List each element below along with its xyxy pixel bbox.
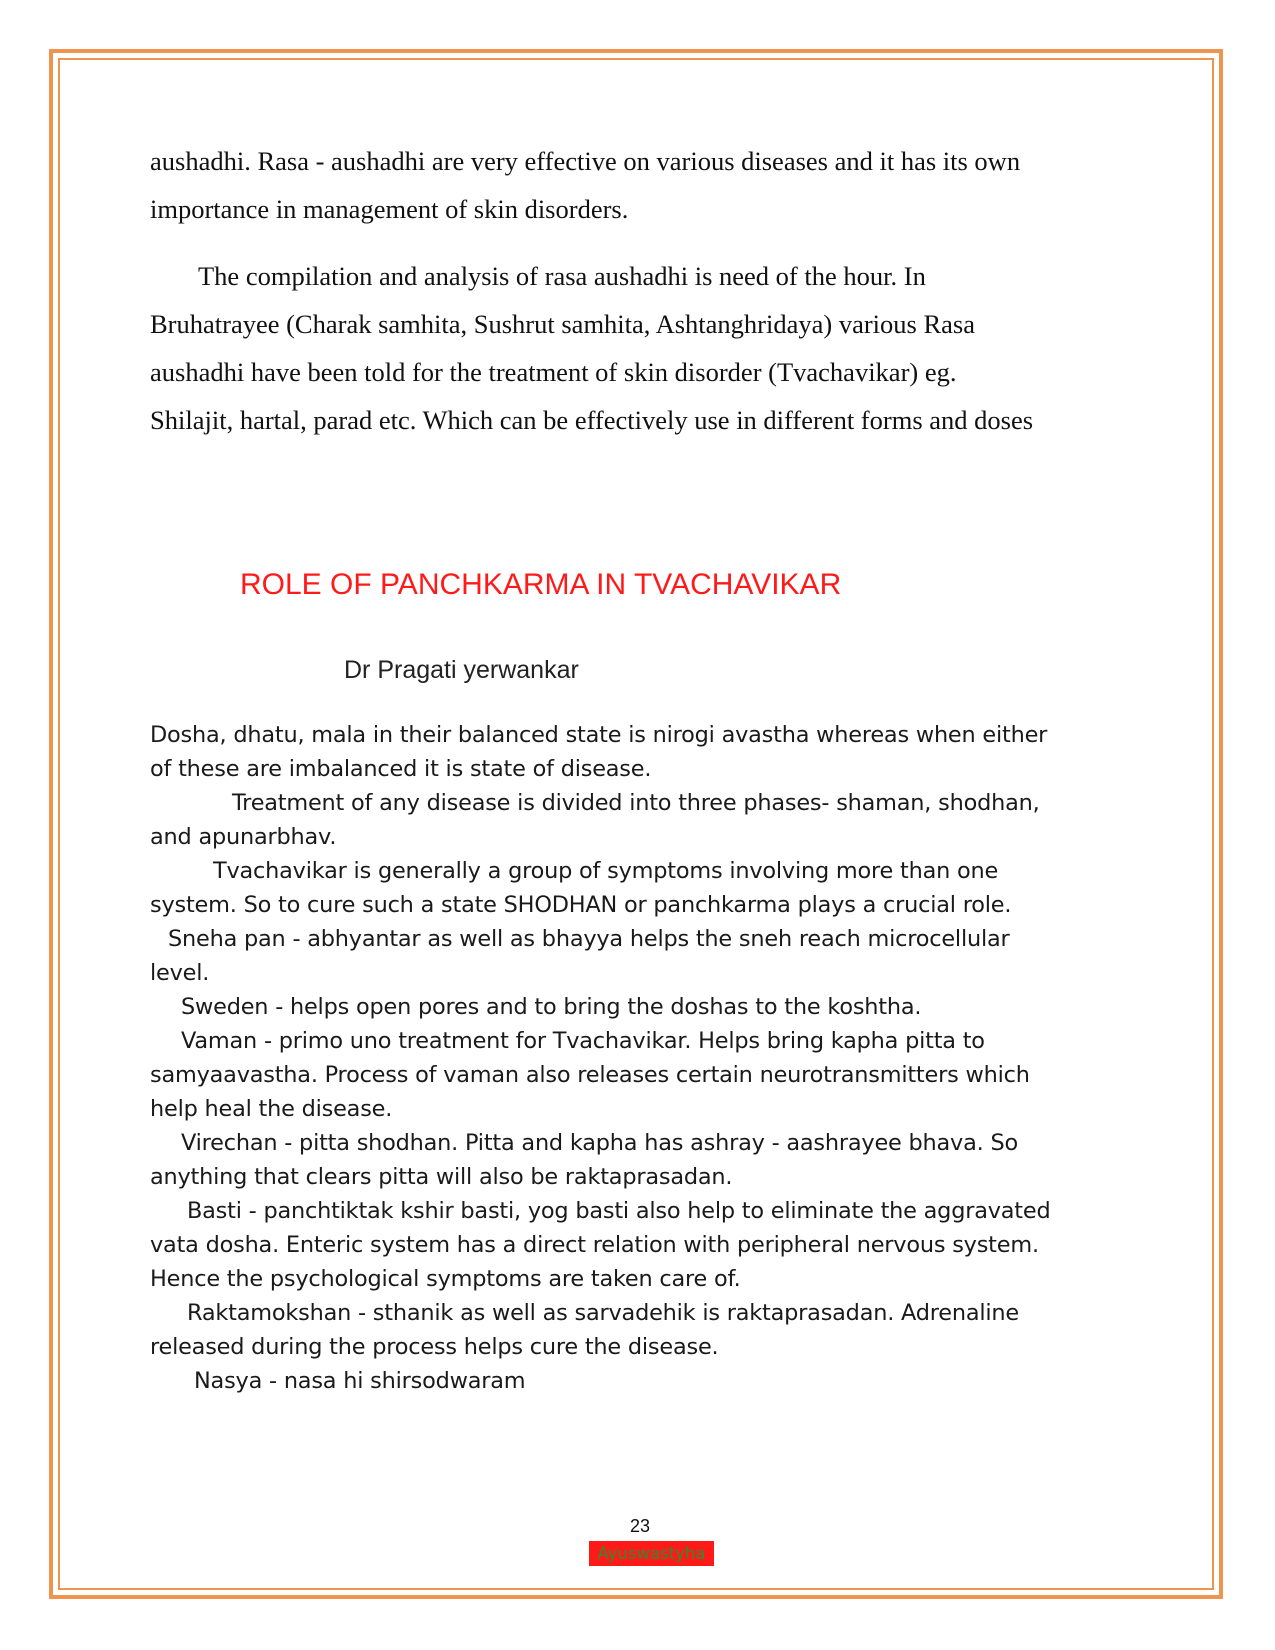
text-line: Tvachavikar is generally a group of symptoms involving more than one: [213, 858, 999, 884]
article-author: Dr Pragati yerwankar: [344, 656, 579, 684]
text-line: Vaman - primo uno treatment for Tvachavikar. Helps bring kapha pitta to: [181, 1028, 985, 1054]
text-line: Shilajit, hartal, parad etc. Which can be effectively use in different forms and doses: [150, 405, 1034, 435]
text-line: Dosha, dhatu, mala in their balanced state is nirogi avastha whereas when either: [150, 722, 1048, 748]
text-line: of these are imbalanced it is state of disease.: [150, 756, 652, 782]
text-line: Nasya - nasa hi shirsodwaram: [194, 1368, 526, 1394]
text-line: vata dosha. Enteric system has a direct relation with peripheral nervous system.: [150, 1232, 1039, 1258]
page-number: 23: [629, 1516, 651, 1536]
text-line: aushadhi have been told for the treatment of skin disorder (Tvachavikar) eg.: [150, 357, 957, 387]
brand-label: Ayuswastyha: [589, 1541, 714, 1566]
text-line: importance in management of skin disorders.: [150, 194, 629, 224]
text-line: help heal the disease.: [150, 1096, 393, 1122]
text-line: Virechan - pitta shodhan. Pitta and kapha has ashray - aashrayee bhava. So: [181, 1130, 1018, 1156]
text-line: Raktamokshan - sthanik as well as sarvadehik is raktaprasadan. Adrenaline: [187, 1300, 1019, 1326]
text-line: Bruhatrayee (Charak samhita, Sushrut samhita, Ashtanghridaya) various Rasa: [150, 309, 975, 339]
text-line: Hence the psychological symptoms are taken care of.: [150, 1266, 741, 1292]
text-line: Sweden - helps open pores and to bring the doshas to the koshtha.: [181, 994, 922, 1020]
text-line: level.: [150, 960, 210, 986]
text-line: Treatment of any disease is divided into three phases- shaman, shodhan,: [232, 790, 1040, 816]
text-line: The compilation and analysis of rasa aushadhi is need of the hour. In: [198, 261, 926, 291]
article-title: ROLE OF PANCHKARMA IN TVACHAVIKAR: [240, 568, 842, 601]
text-line: samyaavastha. Process of vaman also releases certain neurotransmitters which: [150, 1062, 1030, 1088]
text-line: aushadhi. Rasa - aushadhi are very effective on various diseases and it has its own: [150, 146, 1021, 176]
text-line: system. So to cure such a state SHODHAN or panchkarma plays a crucial role.: [150, 892, 1012, 918]
text-line: released during the process helps cure the disease.: [150, 1334, 719, 1360]
text-line: Sneha pan - abhyantar as well as bhayya helps the sneh reach microcellular: [168, 926, 1010, 952]
text-line: Basti - panchtiktak kshir basti, yog basti also help to eliminate the aggravated: [187, 1198, 1051, 1224]
text-line: anything that clears pitta will also be raktaprasadan.: [150, 1164, 733, 1190]
text-line: and apunarbhav.: [150, 824, 337, 850]
